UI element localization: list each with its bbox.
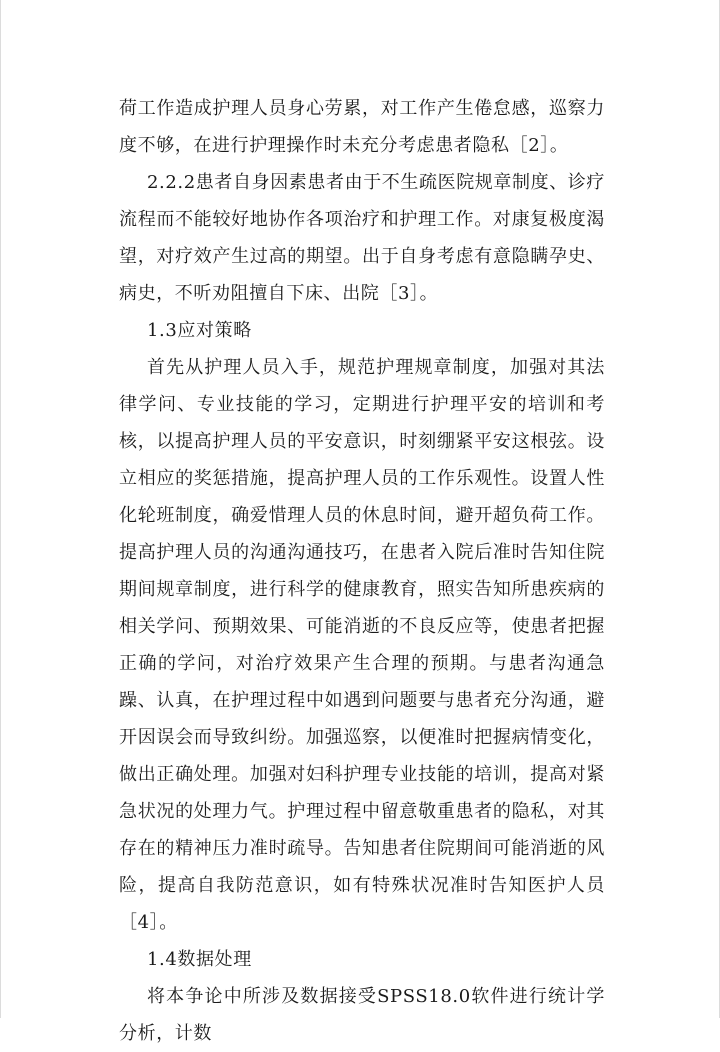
section-heading-data-processing: 1.4数据处理: [147, 949, 252, 970]
paragraph-patient-factors: 2.2.2患者自身因素患者由于不生疏医院规章制度、诊疗流程而不能较好地协作各项治疗和护理工作。对康复极度渴望，对疗效产生过高的期望。出于自身考虑有意隐瞒孕史、病史，不听劝阻擅自下床、出院［3］。: [119, 172, 605, 304]
paragraph-data-processing: 将本争论中所涉及数据接受SPSS18.0软件进行统计学分析，计数: [119, 986, 605, 1044]
section-heading-coping-strategies: 1.3应对策略: [147, 320, 252, 341]
paragraph-coping-strategies: 首先从护理人员入手，规范护理规章制度，加强对其法律学问、专业技能的学习，定期进行护理平安的培训和考核，以提高护理人员的平安意识，时刻绷紧平安这根弦。设立相应的奖惩措施，提高护理人员的工作乐观性。设置人性化轮班制度，确爱惜理人员的休息时间，避开超负荷工作。提高护理人员的沟通沟通技巧，在患者入院后准时告知住院期间规章制度，进行科学的健康教育，照实告知所患疾病的相关学问、预期效果、可能消逝的不良反应等，使患者把握正确的学问，对治疗效果产生合理的预期。与患者沟通急躁、认真，在护理过程中如遇到问题要与患者充分沟通，避开因误会而导致纠纷。加强巡察，以便准时把握病情变化，做出正确处理。加强对妇科护理专业技能的培训，提高对紧急状况的处理力气。护理过程中留意敬重患者的隐私，对其存在的精神压力准时疏导。告知患者住院期间可能消逝的风险，提高自我防范意识，如有特殊状况准时告知医护人员［4］。: [119, 357, 605, 933]
paragraph-continuation: 荷工作造成护理人员身心劳累，对工作产生倦怠感，巡察力度不够，在进行护理操作时未充分考虑患者隐私［2］。: [119, 98, 605, 156]
document-body: [119, 90, 605, 1052]
